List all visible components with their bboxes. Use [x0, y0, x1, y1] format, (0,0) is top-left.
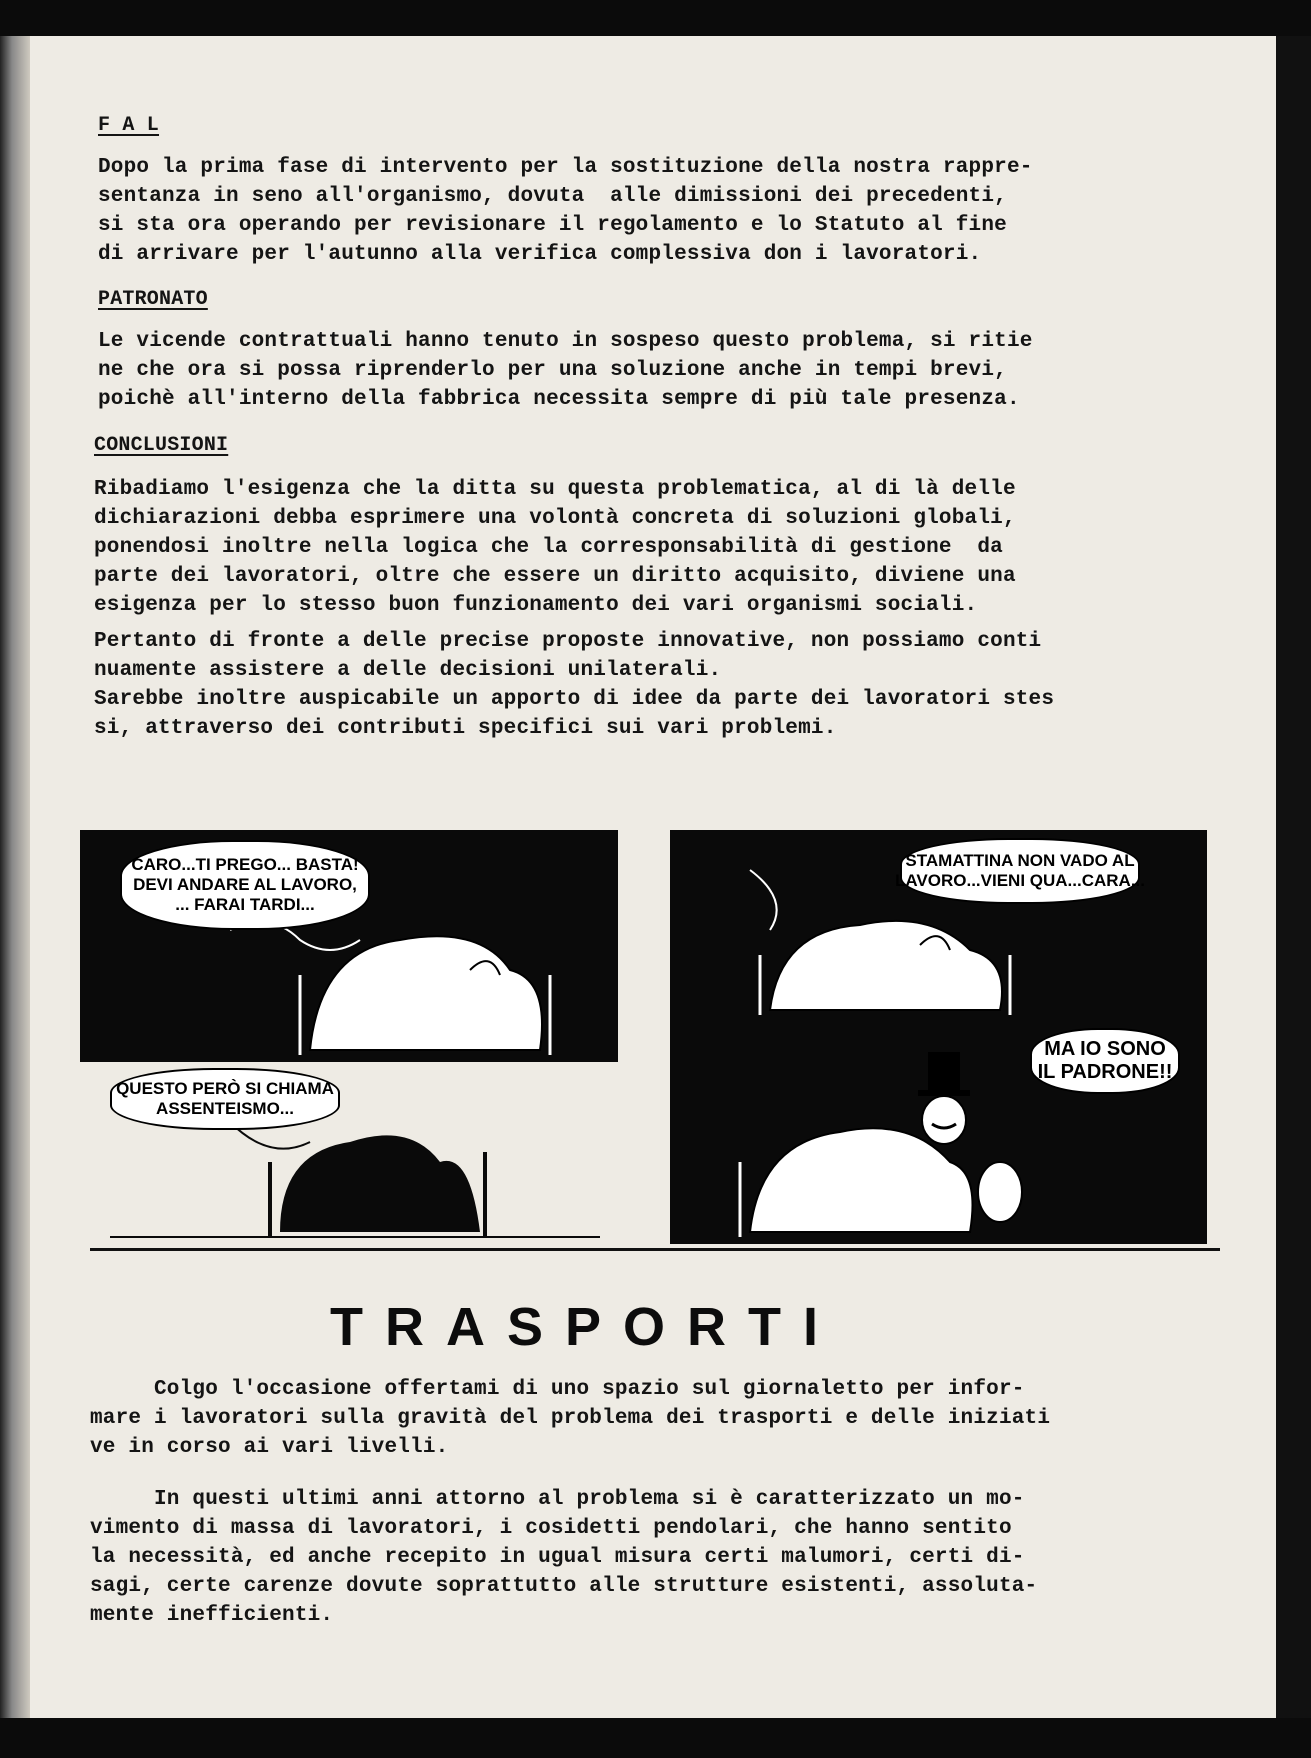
conclusioni-line-1: Ribadiamo l'esigenza che la ditta su questa problematica, al di là delle: [94, 478, 1016, 501]
conclusioni-line-7: nuamente assistere a delle decisioni unilaterali.: [94, 659, 722, 682]
section-divider: [90, 1248, 1220, 1251]
trasporti-p2-line-5: mente inefficienti.: [90, 1604, 334, 1627]
patronato-line-3: poichè all'interno della fabbrica necessita sempre di più tale presenza.: [98, 388, 1020, 411]
conclusioni-line-4: parte dei lavoratori, oltre che essere un diritto acquisito, diviene una: [94, 565, 1016, 588]
conclusioni-line-2: dichiarazioni debba esprimere una volontà concreta di soluzioni globali,: [94, 507, 1016, 530]
conclusioni-line-8: Sarebbe inoltre auspicabile un apporto di idee da parte dei lavoratori stes: [94, 688, 1055, 711]
fal-line-2: sentanza in seno all'organismo, dovuta alle dimissioni dei precedenti,: [98, 185, 1007, 208]
conclusioni-heading: CONCLUSIONI: [94, 434, 229, 457]
comic-panel-3: [80, 1062, 618, 1244]
comic-panel-2: [670, 830, 1207, 1022]
left-page-edge: [0, 36, 30, 1718]
fal-line-4: di arrivare per l'autunno alla verifica complessiva don i lavoratori.: [98, 243, 982, 266]
conclusioni-line-9: si, attraverso dei contributi specifici sui vari problemi.: [94, 717, 837, 740]
trasporti-p1-line-1: Colgo l'occasione offertami di uno spazio sul giornaletto per infor-: [90, 1378, 1025, 1401]
patronato-line-1: Le vicende contrattuali hanno tenuto in sospeso questo problema, si ritie: [98, 330, 1033, 353]
fal-line-1: Dopo la prima fase di intervento per la sostituzione della nostra rappre-: [98, 156, 1033, 179]
trasporti-p2-line-3: la necessità, ed anche recepito in ugual misura certi malumori, certi di-: [90, 1546, 1025, 1569]
patronato-line-2: ne che ora si possa riprenderlo per una soluzione anche in tempi brevi,: [98, 359, 1007, 382]
patronato-heading: PATRONATO: [98, 288, 208, 311]
trasporti-p2-line-4: sagi, certe carenze dovute soprattutto alle strutture esistenti, assoluta-: [90, 1575, 1038, 1598]
trasporti-p1-line-2: mare i lavoratori sulla gravità del problema dei trasporti e delle iniziati: [90, 1407, 1051, 1430]
comic-panel-4: [670, 1022, 1207, 1244]
trasporti-p1-line-3: ve in corso ai vari livelli.: [90, 1436, 449, 1459]
conclusioni-line-6: Pertanto di fronte a delle precise proposte innovative, non possiamo conti: [94, 630, 1042, 653]
right-page-edge: [1276, 36, 1311, 1718]
document-page: [30, 36, 1276, 1718]
fal-line-3: si sta ora operando per revisionare il regolamento e lo Statuto al fine: [98, 214, 1007, 237]
conclusioni-line-5: esigenza per lo stesso buon funzionamento dei vari organismi sociali.: [94, 594, 978, 617]
speech-bubble-4: MA IO SONO IL PADRONE!!: [1030, 1028, 1180, 1094]
speech-bubble-1: CARO...TI PREGO... BASTA! DEVI ANDARE AL LAVORO, ... FARAI TARDI...: [120, 840, 370, 930]
speech-bubble-3: QUESTO PERÒ SI CHIAMA ASSENTEISMO...: [110, 1068, 340, 1130]
trasporti-p2-line-2: vimento di massa di lavoratori, i cosidetti pendolari, che hanno sentito: [90, 1517, 1012, 1540]
comic-panel-1: [80, 830, 618, 1062]
speech-bubble-2: STAMATTINA NON VADO AL LAVORO...VIENI QUA...CARA...: [900, 838, 1140, 904]
trasporti-title: TRASPORTI: [330, 1297, 841, 1357]
trasporti-p2-line-1: In questi ultimi anni attorno al problema si è caratterizzato un mo-: [90, 1488, 1025, 1511]
fal-heading: F A L: [98, 114, 160, 137]
conclusioni-line-3: ponendosi inoltre nella logica che la corresponsabilità di gestione da: [94, 536, 1003, 559]
